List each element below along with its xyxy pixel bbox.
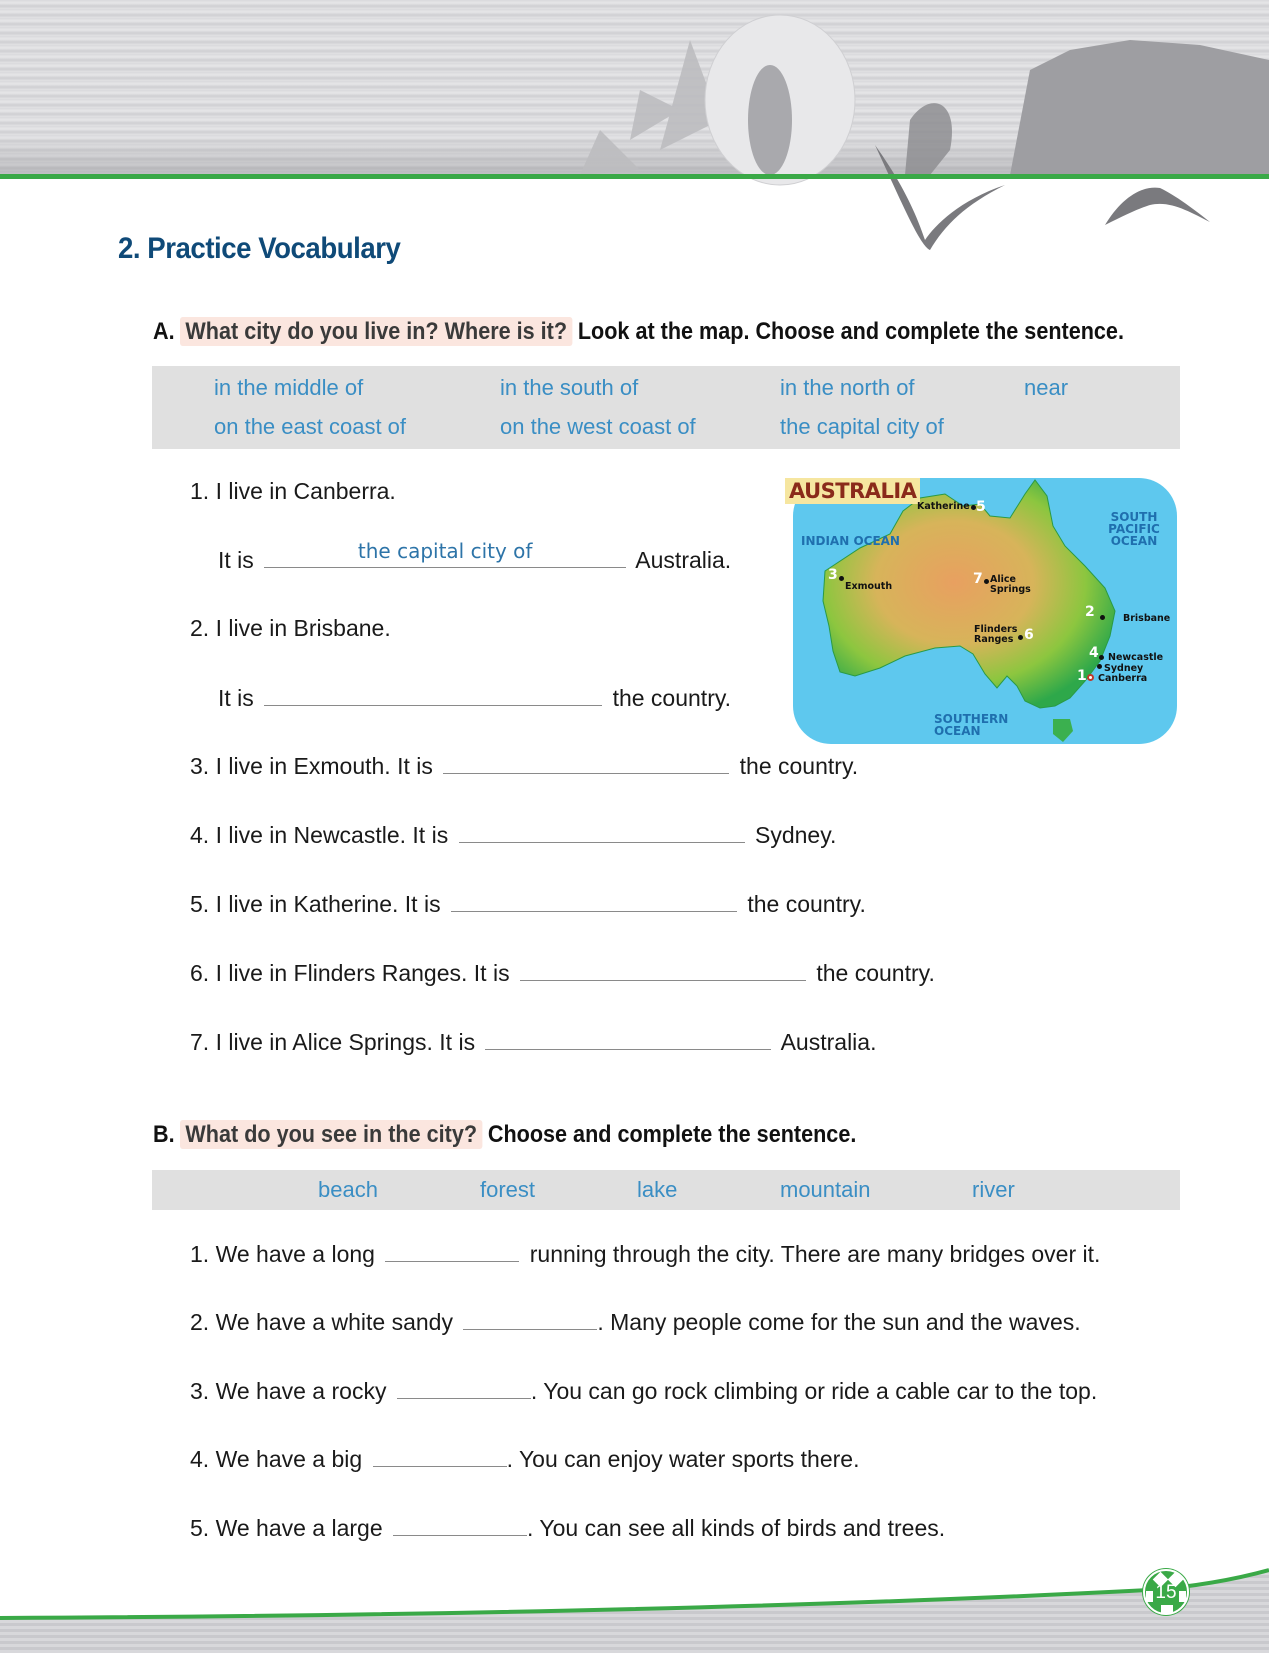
sentence-prefix: 2. We have a white sandy <box>190 1309 453 1335</box>
ocean-label: INDIAN OCEAN <box>801 534 900 548</box>
answer-blank[interactable] <box>443 752 729 774</box>
exercise-a-3 <box>190 752 858 780</box>
place-number: 5 <box>976 499 986 515</box>
sentence-prefix: It is <box>218 547 254 573</box>
answer-blank[interactable] <box>451 890 737 912</box>
sentence-suffix: the country. <box>747 891 866 917</box>
exercise-a-2 <box>218 684 731 712</box>
word-option: in the south of <box>500 375 639 400</box>
sentence-suffix: . Many people come for the sun and the waves. <box>597 1309 1081 1335</box>
word-option: on the west coast of <box>500 414 696 439</box>
sentence-suffix: . You can see all kinds of birds and trees. <box>527 1515 946 1541</box>
answer-blank[interactable] <box>463 1308 597 1330</box>
sentence-suffix: the country. <box>816 960 935 986</box>
sentence-prefix: 7. I live in Alice Springs. It is <box>190 1029 476 1055</box>
sentence-suffix: the country. <box>739 753 859 779</box>
place-number: 7 <box>973 571 983 587</box>
sentence-suffix: . You can enjoy water sports there. <box>506 1446 860 1472</box>
answer-blank[interactable] <box>485 1028 771 1050</box>
word-option: river <box>972 1177 1015 1202</box>
city-dot <box>984 579 989 584</box>
sentence-suffix: running through the city. There are many bridges over it. <box>529 1241 1101 1267</box>
city-dot <box>1099 655 1104 660</box>
part-b-question: What do you see in the city? <box>180 1120 482 1149</box>
exercise-b-3 <box>190 1377 1097 1405</box>
page-number: 15 <box>1155 1582 1177 1603</box>
word-option: mountain <box>780 1177 871 1202</box>
place-number: 2 <box>1085 604 1095 620</box>
exercise-b-5 <box>190 1514 945 1542</box>
part-b-directions: Choose and complete the sentence. <box>487 1121 857 1148</box>
page-number-badge <box>1143 1569 1189 1615</box>
city-dot <box>1018 635 1023 640</box>
sentence-prefix: 3. I live in Exmouth. It is <box>190 753 433 779</box>
sentence-prefix: 3. We have a rocky <box>190 1378 387 1404</box>
place-number: 4 <box>1089 645 1099 661</box>
sentence-suffix: . You can go rock climbing or ride a cable car to the top. <box>530 1378 1098 1404</box>
city-dot <box>1097 664 1102 669</box>
word-option: in the middle of <box>214 375 364 400</box>
handwritten-answer: the capital city of <box>357 539 533 563</box>
answer-blank[interactable] <box>520 959 806 981</box>
answer-blank[interactable] <box>397 1377 531 1399</box>
sentence-prefix: 4. I live in Newcastle. It is <box>190 822 449 848</box>
city-label: Canberra <box>1098 673 1148 684</box>
sentence-suffix: Australia. <box>635 547 732 573</box>
place-number: 3 <box>828 567 838 583</box>
sentence-prefix: 1. We have a long <box>190 1241 375 1267</box>
exercise-a-5 <box>190 890 866 918</box>
part-b-instruction <box>153 1121 856 1149</box>
place-number: 6 <box>1024 627 1034 643</box>
word-option: near <box>1024 375 1069 400</box>
part-b-letter: B. <box>153 1121 175 1148</box>
city-label: Alice Springs <box>990 574 1031 595</box>
exercise-a-7 <box>190 1028 876 1056</box>
answer-blank[interactable] <box>459 821 745 843</box>
exercise-b-1 <box>190 1240 1100 1268</box>
exercise-a-1-intro: 1. I live in Canberra. <box>190 478 396 504</box>
part-a-question: What city do you live in? Where is it? <box>180 317 572 346</box>
carnival-illustration <box>0 0 1269 260</box>
part-a-directions: Look at the map. Choose and complete the sentence. <box>577 318 1124 345</box>
word-bank-a <box>152 366 1180 449</box>
answer-blank[interactable] <box>393 1514 527 1536</box>
word-option: beach <box>318 1177 378 1202</box>
word-option: on the east coast of <box>214 414 407 439</box>
word-option: forest <box>480 1177 536 1202</box>
sentence-suffix: the country. <box>612 685 732 711</box>
soccer-ball-patch <box>1161 1605 1173 1613</box>
city-label: Flinders Ranges <box>974 624 1018 645</box>
sentence-prefix: 4. We have a big <box>190 1446 363 1472</box>
city-label: Sydney <box>1104 663 1144 674</box>
city-label: Exmouth <box>845 581 893 592</box>
sentence-prefix: 5. I live in Katherine. It is <box>190 891 441 917</box>
exercise-a-4 <box>190 821 836 849</box>
word-option: in the north of <box>780 375 915 400</box>
footer-band <box>0 1560 1269 1653</box>
exercise-a-2-intro: 2. I live in Brisbane. <box>190 615 391 641</box>
sentence-suffix: Sydney. <box>754 822 837 848</box>
ocean-label: SOUTH PACIFIC OCEAN <box>1108 510 1160 548</box>
capital-marker <box>1087 674 1094 681</box>
part-a-letter: A. <box>153 318 175 345</box>
exercise-a-6 <box>190 959 935 987</box>
sentence-suffix: Australia. <box>780 1029 877 1055</box>
sentence-prefix: 6. I live in Flinders Ranges. It is <box>190 960 510 986</box>
sentence-prefix: It is <box>218 685 254 711</box>
city-label: Brisbane <box>1123 613 1171 624</box>
exercise-a-1 <box>218 539 732 574</box>
map-title: AUSTRALIA <box>785 478 920 504</box>
city-dot <box>1100 615 1105 620</box>
sentence-prefix: 5. We have a large <box>190 1515 383 1541</box>
city-label: Katherine <box>917 501 970 512</box>
word-bank-b <box>152 1170 1180 1210</box>
exercise-b-2 <box>190 1308 1081 1336</box>
city-dot <box>839 576 844 581</box>
answer-blank[interactable] <box>264 539 626 568</box>
place-number: 1 <box>1077 668 1087 684</box>
section-title: 2. Practice Vocabulary <box>118 232 401 265</box>
answer-blank[interactable] <box>385 1240 519 1262</box>
exercise-b-4 <box>190 1445 859 1473</box>
word-option: the capital city of <box>780 414 944 439</box>
banner-divider <box>0 174 1269 179</box>
word-option: lake <box>637 1177 678 1202</box>
city-label: Newcastle <box>1108 652 1164 663</box>
answer-blank[interactable] <box>264 684 602 706</box>
answer-blank[interactable] <box>373 1445 507 1467</box>
part-a-instruction <box>153 318 1124 346</box>
ocean-label: SOUTHERN OCEAN <box>934 712 1009 738</box>
